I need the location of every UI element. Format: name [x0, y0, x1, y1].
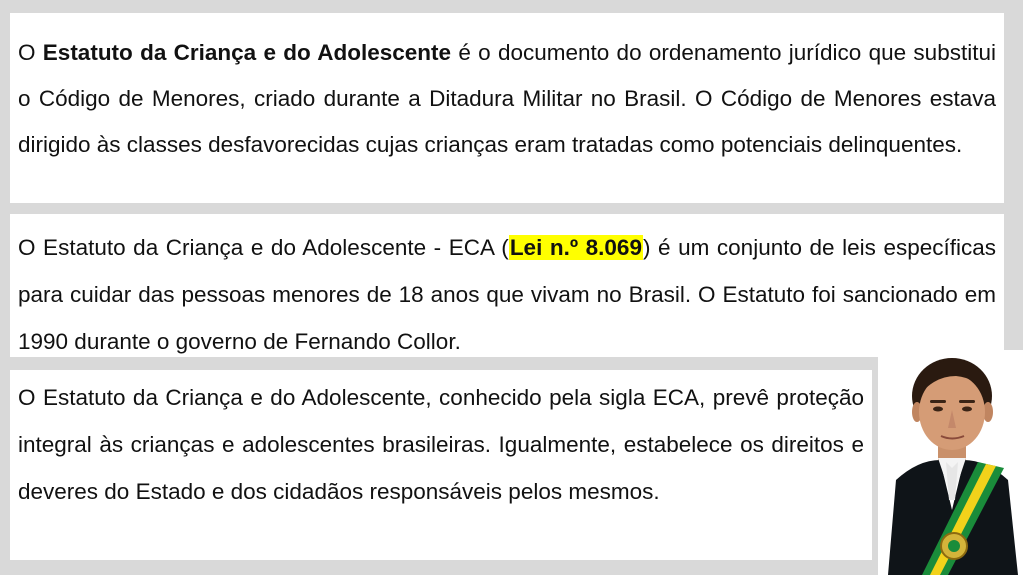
paragraph-law — [18, 224, 996, 365]
text-box-law — [10, 214, 1004, 357]
paragraph-law-body: ) é um conjunto de leis específicas para cuidar das pessoas menores de 18 anos que vivam no Brasil. O Estatuto foi sancionado em 1990 durante o governo de Fernando Collor. — [18, 235, 997, 354]
paragraph-protection: O Estatuto da Criança e do Adolescente, conhecido pela sigla ECA, prevê proteção integral às crianças e adolescentes brasileiras. Igualmente, estabelece os direitos e deveres do Estado e dos cidadãos responsáveis pelos mesmos. — [18, 385, 864, 504]
paragraph-origin-body: é o documento do ordenamento jurídico que substitui o Código de Menores, criado durante a Ditadura Militar no Brasil. O Código de Menores estava dirigido às classes desfavorecidas cujas crianças eram tratadas como potenciais delinquentes. — [18, 40, 996, 157]
paragraph-origin — [18, 30, 996, 168]
paragraph-origin-lead: O — [18, 40, 43, 65]
collor-portrait-image — [878, 350, 1023, 575]
statute-name-bold: Estatuto da Criança e do Adolescente — [42, 40, 452, 65]
paragraph-law-lead: O Estatuto da Criança e do Adolescente - ECA ( — [18, 235, 509, 260]
text-box-origin — [10, 13, 1004, 203]
law-number-highlight: Lei n.º 8.069 — [509, 235, 642, 260]
text-box-protection — [10, 370, 872, 560]
